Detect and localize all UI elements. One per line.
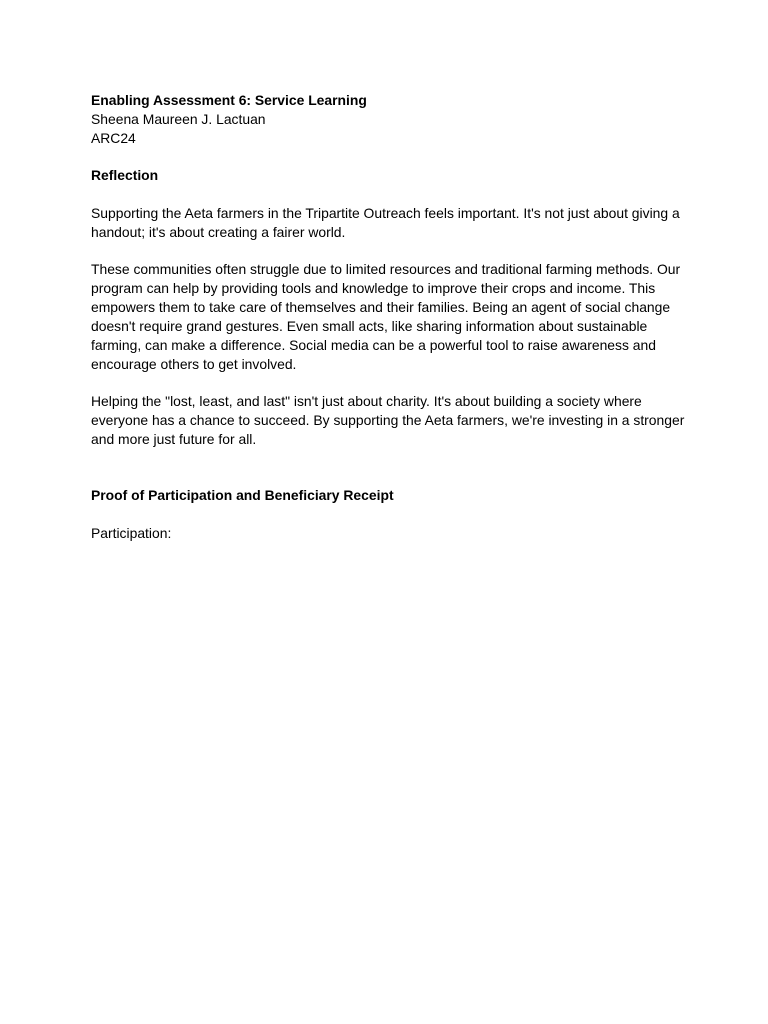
proof-heading: Proof of Participation and Beneficiary Receipt	[91, 487, 394, 503]
reflection-heading: Reflection	[91, 167, 159, 183]
reflection-paragraph-3: Helping the "lost, least, and last" isn't just about charity. It's about building a society where everyone has a chance to succeed. By supporting the Aeta farmers, we're investing in a stronger and more just future for all.	[91, 393, 685, 447]
reflection-paragraph-1: Supporting the Aeta farmers in the Tripartite Outreach feels important. It's not just about giving a handout; it's about creating a fairer world.	[91, 205, 680, 240]
reflection-paragraph-2: These communities often struggle due to limited resources and traditional farming methods. Our program can help by providing tools and knowledge to improve their crops and income. This empowers them to take care of themselves and their families. Being an agent of social change doesn't require grand gestures. Even small acts, like sharing information about sustainable farming, can make a difference. Social media can be a powerful tool to raise awareness and encourage others to get involved.	[91, 261, 681, 372]
author-name: Sheena Maureen J. Lactuan	[91, 111, 266, 127]
document-title: Enabling Assessment 6: Service Learning	[91, 92, 367, 108]
section-code: ARC24	[91, 130, 136, 146]
participation-label: Participation:	[91, 525, 172, 541]
